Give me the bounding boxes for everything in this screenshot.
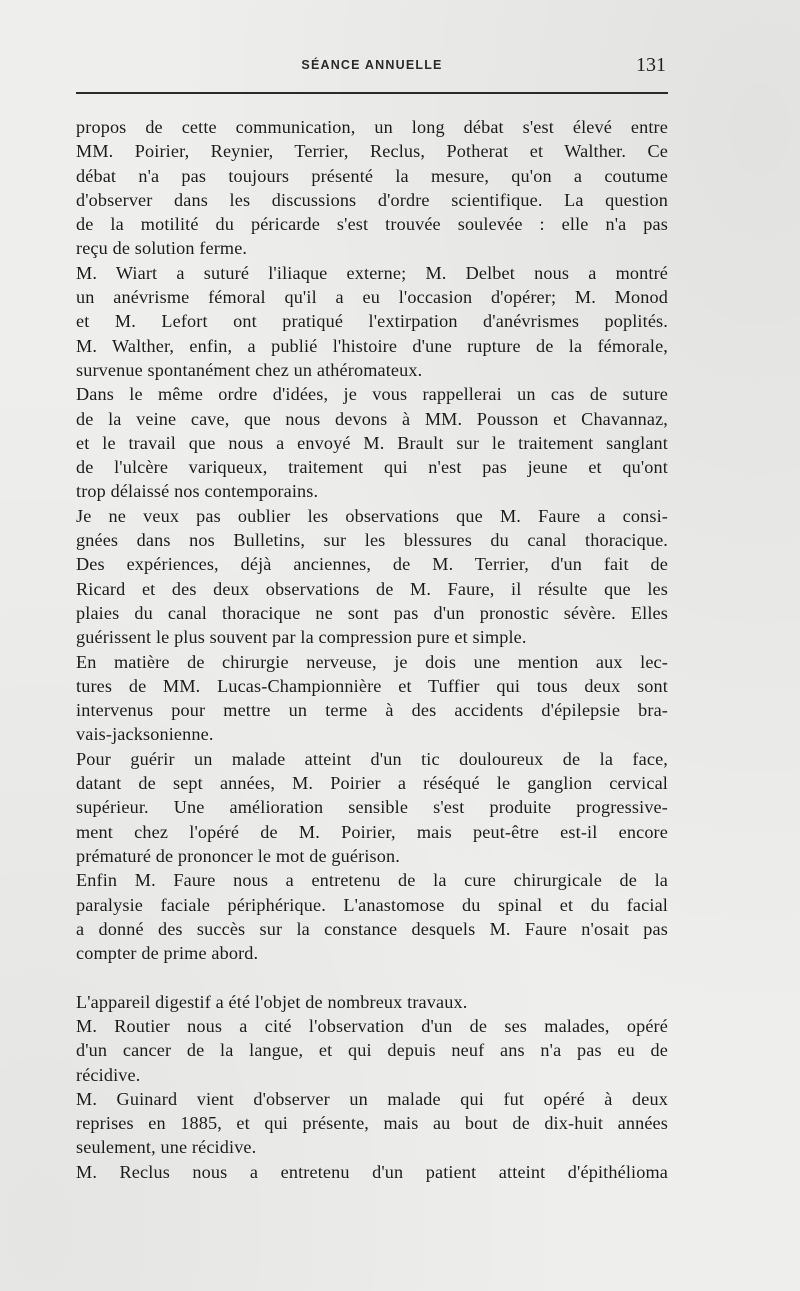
text-line: et M. Lefort ont pratiqué l'extirpation d'anévrismes poplités.	[76, 311, 668, 332]
text-line: propos de cette communication, un long débat s'est élevé entre	[76, 117, 668, 137]
paragraph-gap	[76, 965, 668, 989]
paragraph	[76, 868, 668, 965]
paragraph	[76, 504, 668, 650]
page-number: 131	[636, 54, 666, 76]
text-line: L'appareil digestif a été l'objet de nombreux travaux.	[76, 991, 468, 1012]
text-line: M. Guinard vient d'observer un malade qui fut opéré à deux	[76, 1088, 668, 1109]
text-line: seulement, une récidive.	[76, 1137, 257, 1158]
text-line: de la motilité du péricarde s'est trouvée soulevée : elle n'a pas	[76, 214, 668, 235]
text-line: plaies du canal thoracique ne sont pas d'un pronostic sévère. Elles	[76, 602, 668, 623]
text-line: Des expériences, déjà anciennes, de M. Terrier, d'un fait de	[76, 554, 668, 575]
text-line: d'un cancer de la langue, et qui depuis neuf ans n'a pas eu de	[76, 1040, 668, 1061]
text-line: intervenus pour mettre un terme à des accidents d'épilepsie bra-	[76, 700, 668, 721]
text-line: paralysie faciale périphérique. L'anastomose du spinal et du facial	[76, 894, 668, 915]
paragraph	[76, 382, 668, 503]
text-line: M. Walther, enfin, a publié l'histoire d'une rupture de la fémorale,	[76, 335, 668, 356]
text-line: reçu de solution ferme.	[76, 238, 248, 259]
text-line: ment chez l'opéré de M. Poirier, mais peut-être est-il encore	[76, 821, 668, 842]
paragraph	[76, 115, 668, 261]
text-line: MM. Poirier, Reynier, Terrier, Reclus, Potherat et Walther. Ce	[76, 141, 668, 162]
paragraph	[76, 1014, 668, 1087]
text-line: de l'ulcère variqueux, traitement qui n'est pas jeune et qu'ont	[76, 457, 668, 478]
paragraph	[76, 1087, 668, 1160]
text-line: M. Routier nous a cité l'observation d'un de ses malades, opéré	[76, 1015, 668, 1036]
text-line: d'observer dans les discussions d'ordre scientifique. La question	[76, 189, 668, 210]
text-line: compter de prime abord.	[76, 943, 259, 964]
text-line: a donné des succès sur la constance desquels M. Faure n'osait pas	[76, 918, 668, 939]
text-line: Enfin M. Faure nous a entretenu de la cure chirurgicale de la	[76, 870, 668, 891]
header-rule	[76, 92, 668, 94]
paragraph	[76, 261, 668, 382]
text-line: guérissent le plus souvent par la compression pure et simple.	[76, 627, 527, 648]
text-line: Pour guérir un malade atteint d'un tic douloureux de la face,	[76, 748, 668, 769]
text-line: survenue spontanément chez un athéromateux.	[76, 359, 423, 380]
paragraph	[76, 650, 668, 747]
text-line: et le travail que nous a envoyé M. Brault sur le traitement sanglant	[76, 432, 668, 453]
text-line: tures de MM. Lucas-Championnière et Tuffier qui tous deux sont	[76, 675, 668, 696]
paragraph	[76, 1160, 668, 1184]
text-line: M. Wiart a suturé l'iliaque externe; M. Delbet nous a montré	[76, 262, 668, 283]
text-line: datant de sept années, M. Poirier a réséqué le ganglion cervical	[76, 773, 668, 794]
text-line: de la veine cave, que nous devons à MM. Pousson et Chavannaz,	[76, 408, 668, 429]
text-line: Ricard et des deux observations de M. Faure, il résulte que les	[76, 578, 668, 599]
text-line: débat n'a pas toujours présenté la mesure, qu'on a coutume	[76, 165, 668, 186]
running-header	[76, 56, 668, 78]
text-line: récidive.	[76, 1064, 141, 1085]
text-line: vais-jacksonienne.	[76, 724, 214, 745]
text-line: Je ne veux pas oublier les observations que M. Faure a consi-	[76, 505, 668, 526]
text-line: trop délaissé nos contemporains.	[76, 481, 319, 502]
text-line: prématuré de prononcer le mot de guérison.	[76, 845, 400, 866]
text-line: gnées dans nos Bulletins, sur les blessures du canal thoracique.	[76, 530, 668, 551]
text-line: Dans le même ordre d'idées, je vous rappellerai un cas de suture	[76, 384, 668, 405]
text-line: reprises en 1885, et qui présente, mais au bout de dix-huit années	[76, 1113, 668, 1134]
body-text	[76, 115, 668, 1184]
text-line: M. Reclus nous a entretenu d'un patient atteint d'épithélioma	[76, 1161, 668, 1182]
paragraph	[76, 990, 668, 1014]
text-line: En matière de chirurgie nerveuse, je dois une mention aux lec-	[76, 651, 668, 672]
text-line: supérieur. Une amélioration sensible s'est produite progressive-	[76, 797, 668, 818]
text-line: un anévrisme fémoral qu'il a eu l'occasion d'opérer; M. Monod	[76, 287, 668, 308]
running-title: SÉANCE ANNUELLE	[301, 58, 443, 72]
paragraph	[76, 747, 668, 868]
